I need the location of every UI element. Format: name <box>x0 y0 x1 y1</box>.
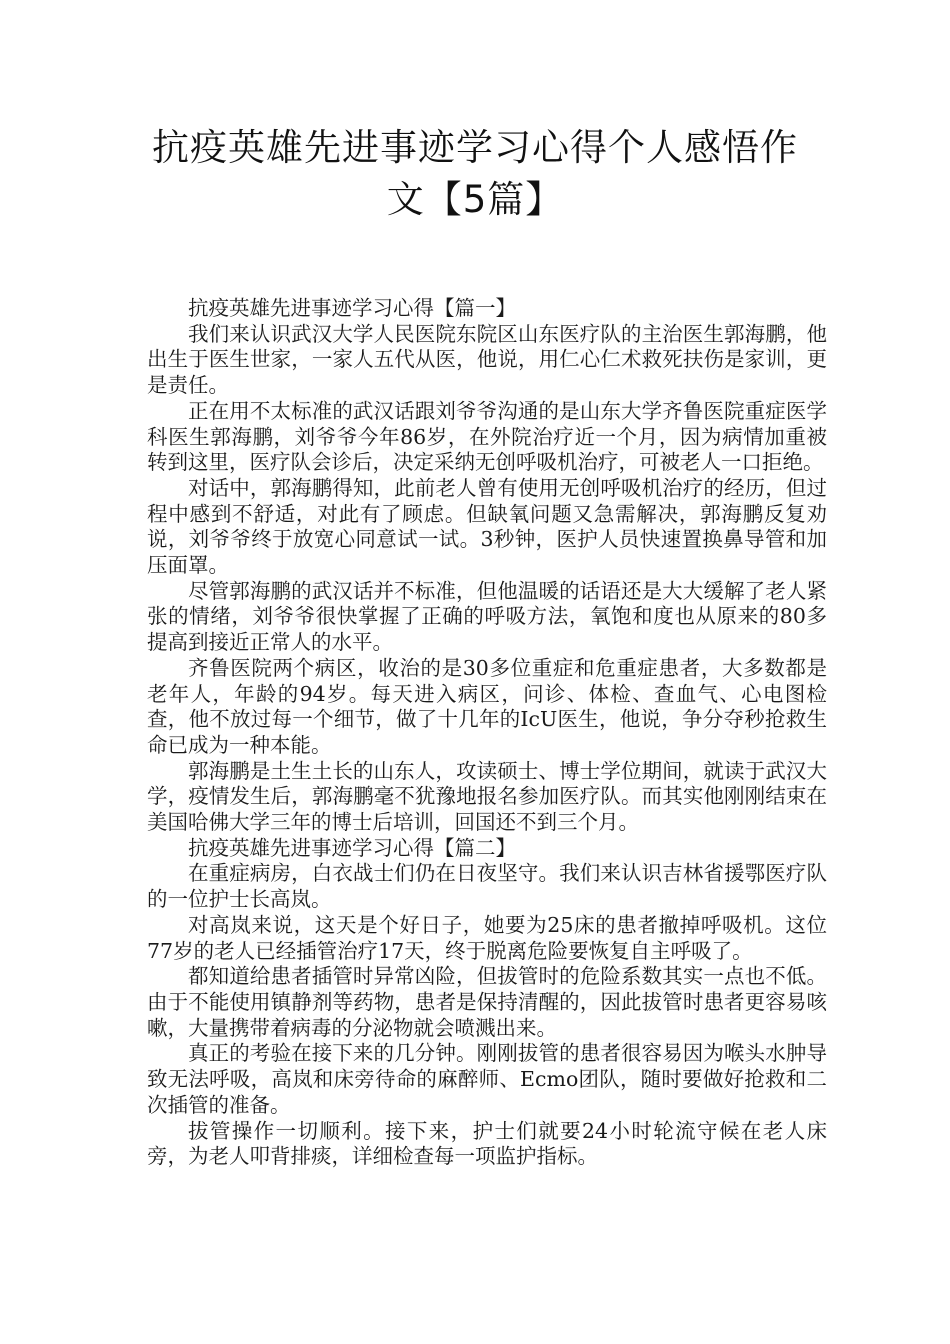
document-body <box>147 296 827 1170</box>
section-heading-1: 抗疫英雄先进事迹学习心得【篇一】 <box>188 296 516 320</box>
title-line-1: 抗疫英雄先进事迹学习心得个人感悟作 <box>152 126 798 169</box>
paragraph: 我们来认识武汉大学人民医院东院区山东医疗队的主治医生郭海鹏，他出生于医生世家，一家人五代从医，他说，用仁心仁术救死扶伤是家训，更是责任。 <box>147 321 827 398</box>
title-line-2: 文【5篇】 <box>386 178 564 221</box>
paragraph: 真正的考验在接下来的几分钟。刚刚拔管的患者很容易因为喉头水肿导致无法呼吸，高岚和床旁待命的麻醉师、Ecmo团队，随时要做好抢救和二次插管的准备。 <box>147 1041 827 1117</box>
paragraph: 郭海鹏是土生土长的山东人，攻读硕士、博士学位期间，就读于武汉大学，疫情发生后，郭海鹏毫不犹豫地报名参加医疗队。而其实他刚刚结束在美国哈佛大学三年的博士后培训，回国还不到三个月。 <box>147 758 827 835</box>
paragraph: 对高岚来说，这天是个好日子，她要为25床的患者撤掉呼吸机。这位77岁的老人已经插管治疗17天，终于脱离危险要恢复自主呼吸了。 <box>147 912 827 963</box>
document-title <box>130 122 820 226</box>
paragraph: 尽管郭海鹏的武汉话并不标准，但他温暖的话语还是大大缓解了老人紧张的情绪，刘爷爷很快掌握了正确的呼吸方法，氧饱和度也从原来的80多提高到接近正常人的水平。 <box>147 578 827 655</box>
paragraph: 拔管操作一切顺利。接下来，护士们就要24小时轮流守候在老人床旁，为老人叩背排痰，详细检查每一项监护指标。 <box>147 1118 827 1169</box>
section-heading-2: 抗疫英雄先进事迹学习心得【篇二】 <box>188 835 516 860</box>
paragraph: 对话中，郭海鹏得知，此前老人曾有使用无创呼吸机治疗的经历，但过程中感到不舒适，对此有了顾虑。但缺氧问题又急需解决，郭海鹏反复劝说，刘爷爷终于放宽心同意试一试。3秒钟，医护人员快速置换鼻导管和加压面罩。 <box>147 475 827 578</box>
paragraph: 正在用不太标准的武汉话跟刘爷爷沟通的是山东大学齐鲁医院重症医学科医生郭海鹏，刘爷爷今年86岁，在外院治疗近一个月，因为病情加重被转到这里，医疗队会诊后，决定采纳无创呼吸机治疗，可被老人一口拒绝。 <box>147 398 827 475</box>
paragraph: 都知道给患者插管时异常凶险，但拔管时的危险系数其实一点也不低。由于不能使用镇静剂等药物，患者是保持清醒的，因此拔管时患者更容易咳嗽，大量携带着病毒的分泌物就会喷溅出来。 <box>147 964 827 1040</box>
paragraph: 在重症病房，白衣战士们仍在日夜坚守。我们来认识吉林省援鄂医疗队的一位护士长高岚。 <box>147 861 827 912</box>
paragraph: 齐鲁医院两个病区，收治的是30多位重症和危重症患者，大多数都是老年人，年龄的94岁。每天进入病区，问诊、体检、查血气、心电图检查，他不放过每一个细节，做了十几年的IcU医生，他说，争分夺秒抢救生命已成为一种本能。 <box>147 655 827 757</box>
